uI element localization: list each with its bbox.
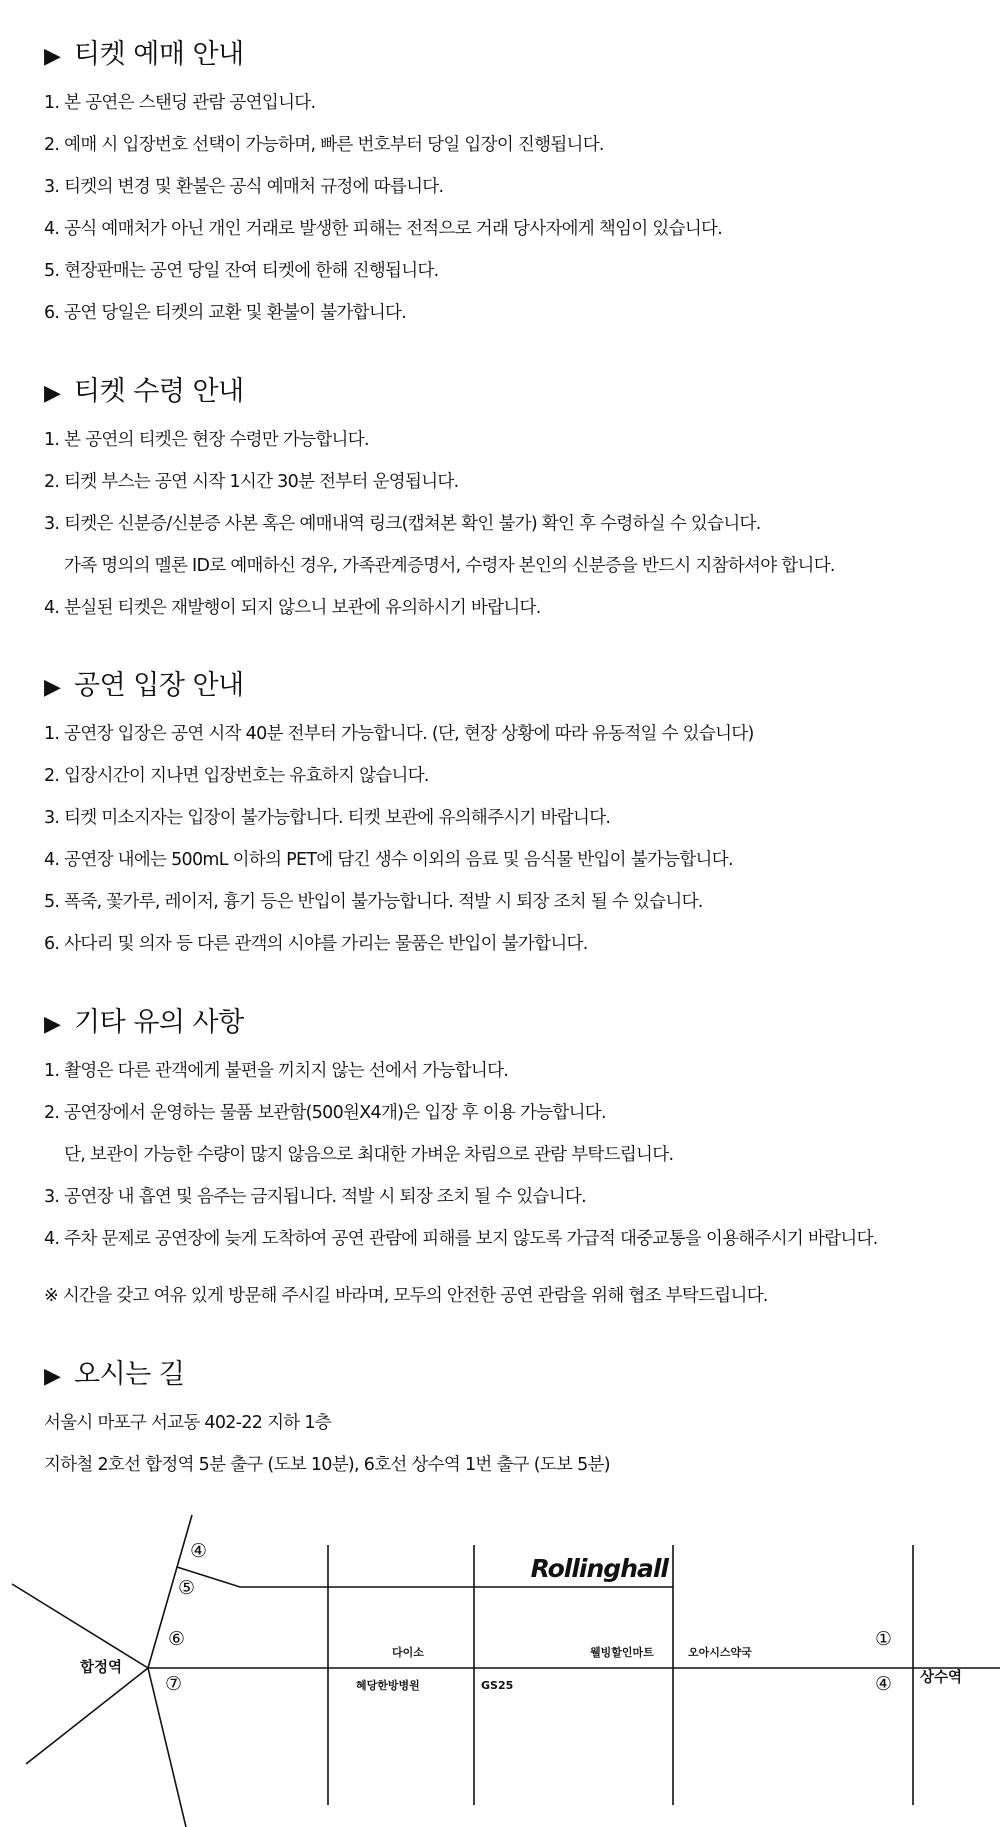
landmark-label: 오아시스약국 bbox=[688, 1646, 752, 1659]
location-map bbox=[0, 1505, 1000, 1827]
triangle-bullet-icon: ▶ bbox=[44, 1012, 61, 1037]
section-heading bbox=[44, 1358, 984, 1392]
list-item: 2. 공연장에서 운영하는 물품 보관함(500원X4개)은 입장 후 이용 가능합니다. bbox=[44, 1103, 606, 1123]
list-item: 1. 본 공연의 티켓은 현장 수령만 가능합니다. bbox=[44, 430, 369, 450]
section-title: 공연 입장 안내 bbox=[74, 670, 244, 701]
exit-number-icon: ④ bbox=[875, 1673, 893, 1695]
list-item: 2. 입장시간이 지나면 입장번호는 유효하지 않습니다. bbox=[44, 766, 429, 786]
section-directions bbox=[44, 1358, 984, 1486]
section-ticket-booking bbox=[44, 38, 984, 334]
section-title: 티켓 수령 안내 bbox=[74, 376, 244, 407]
landmark-label: 웰빙할인마트 bbox=[590, 1646, 654, 1659]
road-southwest bbox=[26, 1668, 148, 1764]
list-item: 4. 공연장 내에는 500mL 이하의 PET에 담긴 생수 이외의 음료 및 음식물 반입이 불가능합니다. bbox=[44, 850, 733, 870]
list-item: 가족 명의의 멜론 ID로 예매하신 경우, 가족관계증명서, 수령자 본인의 신분증을 반드시 지참하셔야 합니다. bbox=[64, 556, 835, 576]
item-list bbox=[44, 1050, 984, 1260]
list-item: 4. 분실된 티켓은 재발행이 되지 않으니 보관에 유의하시기 바랍니다. bbox=[44, 598, 541, 618]
map-roads bbox=[12, 1515, 1000, 1827]
section-heading bbox=[44, 375, 984, 409]
section-title: 티켓 예매 안내 bbox=[74, 39, 244, 70]
item-list bbox=[44, 713, 984, 965]
landmark-label: GS25 bbox=[481, 1679, 514, 1692]
list-item: 1. 촬영은 다른 관객에게 불편을 끼치지 않는 선에서 가능합니다. bbox=[44, 1061, 509, 1081]
list-item: 2. 티켓 부스는 공연 시작 1시간 30분 전부터 운영됩니다. bbox=[44, 472, 459, 492]
list-item: 1. 본 공연은 스탠딩 관람 공연입니다. bbox=[44, 93, 316, 113]
list-item: 3. 공연장 내 흡연 및 음주는 금지됩니다. 적발 시 퇴장 조치 될 수 있습니다. bbox=[44, 1187, 586, 1207]
list-item: 5. 폭죽, 꽃가루, 레이저, 흉기 등은 반입이 불가능합니다. 적발 시 퇴장 조치 될 수 있습니다. bbox=[44, 892, 703, 912]
landmark-label: 혜당한방병원 bbox=[356, 1679, 420, 1692]
triangle-bullet-icon: ▶ bbox=[44, 44, 61, 69]
list-item: 6. 사다리 및 의자 등 다른 관객의 시야를 가리는 물품은 반입이 불가합니다. bbox=[44, 934, 588, 954]
exit-markers-left bbox=[165, 1540, 207, 1695]
address-text: 서울시 마포구 서교동 402-22 지하 1층 bbox=[44, 1413, 331, 1433]
section-ticket-pickup bbox=[44, 375, 984, 629]
station-hapjeong: 합정역 bbox=[80, 1660, 123, 1676]
triangle-bullet-icon: ▶ bbox=[44, 1364, 61, 1389]
list-item: 6. 공연 당일은 티켓의 교환 및 환불이 불가합니다. bbox=[44, 303, 407, 323]
road-west bbox=[12, 1584, 148, 1668]
landmark-label: 다이소 bbox=[392, 1646, 424, 1659]
section-title: 기타 유의 사항 bbox=[74, 1007, 244, 1038]
item-list bbox=[44, 419, 984, 629]
subway-text: 지하철 2호선 합정역 5분 출구 (도보 10분), 6호선 상수역 1번 출구 (도보 5분) bbox=[44, 1455, 610, 1475]
exit-markers-right bbox=[875, 1628, 892, 1695]
section-heading bbox=[44, 1006, 984, 1040]
item-list bbox=[44, 82, 984, 334]
list-item: 4. 공식 예매처가 아닌 개인 거래로 발생한 피해는 전적으로 거래 당사자에게 책임이 있습니다. bbox=[44, 219, 723, 239]
exit-number-icon: ⑦ bbox=[165, 1673, 183, 1695]
visit-notice: ※ 시간을 갖고 여유 있게 방문해 주시길 바라며, 모두의 안전한 공연 관람을 위해 협조 부탁드립니다. bbox=[44, 1286, 768, 1306]
list-item: 4. 주차 문제로 공연장에 늦게 도착하여 공연 관람에 피해를 보지 않도록 가급적 대중교통을 이용해주시기 바랍니다. bbox=[44, 1229, 878, 1249]
list-item: 3. 티켓은 신분증/신분증 사본 혹은 예매내역 링크(캡쳐본 확인 불가) 확인 후 수령하실 수 있습니다. bbox=[44, 514, 761, 534]
section-heading bbox=[44, 38, 984, 72]
triangle-bullet-icon: ▶ bbox=[44, 675, 61, 700]
list-item: 3. 티켓의 변경 및 환불은 공식 예매처 규정에 따릅니다. bbox=[44, 177, 444, 197]
section-heading bbox=[44, 669, 984, 703]
list-item: 1. 공연장 입장은 공연 시작 40분 전부터 가능합니다. (단, 현장 상황에 따라 유동적일 수 있습니다) bbox=[44, 724, 754, 744]
exit-number-icon: ⑥ bbox=[168, 1628, 186, 1650]
venue-logo: Rollinghall bbox=[530, 1554, 668, 1583]
list-item: 2. 예매 시 입장번호 선택이 가능하며, 빠른 번호부터 당일 입장이 진행됩니다. bbox=[44, 135, 604, 155]
exit-number-icon: ④ bbox=[190, 1540, 208, 1562]
section-venue-entry bbox=[44, 669, 984, 965]
list-item: 3. 티켓 미소지자는 입장이 불가능합니다. 티켓 보관에 유의해주시기 바랍니다. bbox=[44, 808, 611, 828]
triangle-bullet-icon: ▶ bbox=[44, 381, 61, 406]
exit-number-icon: ① bbox=[875, 1628, 893, 1650]
list-item: 5. 현장판매는 공연 당일 잔여 티켓에 한해 진행됩니다. bbox=[44, 261, 439, 281]
station-sangsu: 상수역 bbox=[920, 1670, 963, 1686]
section-title: 오시는 길 bbox=[74, 1359, 185, 1390]
section-other-notes bbox=[44, 1006, 984, 1260]
item-list bbox=[44, 1402, 984, 1486]
list-item: 단, 보관이 가능한 수량이 많지 않음으로 최대한 가벼운 차림으로 관람 부탁드립니다. bbox=[64, 1145, 674, 1165]
exit-number-icon: ⑤ bbox=[178, 1577, 196, 1599]
